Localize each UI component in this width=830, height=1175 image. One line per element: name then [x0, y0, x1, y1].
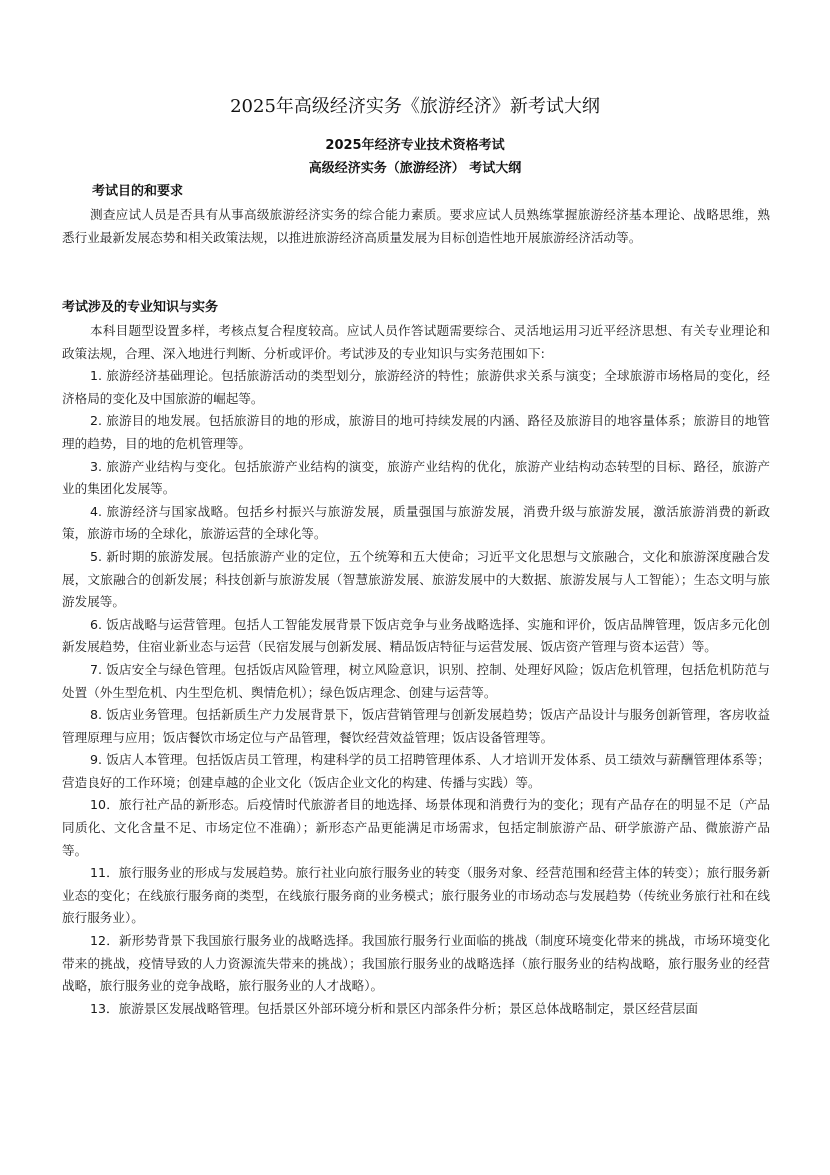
knowledge-intro-paragraph: 本科目题型设置多样，考核点复合程度较高。应试人员作答试题需要综合、灵活地运用习近平经济思想、有关专业理论和政策法规，合理、深入地进行判断、分析或评价。考试涉及的专业知识与实务范围如下: — [62, 323, 770, 361]
purpose-paragraph: 测查应试人员是否具有从事高级旅游经济实务的综合能力素质。要求应试人员熟练掌握旅游经济基本理论、战略思维，熟悉行业最新发展态势和相关政策法规，以推进旅游经济高质量发展为目标创造性地开展旅游经济活动等。 — [62, 207, 770, 245]
exam-name: 2025年经济专业技术资格考试 — [325, 138, 505, 153]
section-heading-purpose: 考试目的和要求 — [92, 184, 184, 199]
list-item: 9. 饭店人本管理。包括饭店员工管理，构建科学的员工招聘管理体系、人才培训开发体系、员工绩效与薪酬管理体系等；营造良好的工作环境；创建卓越的企业文化（饭店企业文化的构建、传播与实践）等。 — [62, 752, 770, 790]
list-item: 2. 旅游目的地发展。包括旅游目的地的形成，旅游目的地可持续发展的内涵、路径及旅游目的地容量体系；旅游目的地管理的趋势，目的地的危机管理等。 — [62, 413, 770, 451]
list-item: 7. 饭店安全与绿色管理。包括饭店风险管理，树立风险意识，识别、控制、处理好风险；饭店危机管理，包括危机防范与处置（外生型危机、内生型危机、舆情危机）；绿色饭店理念、创建与运营等。 — [62, 661, 770, 700]
list-item: 5. 新时期的旅游发展。包括旅游产业的定位，五个统筹和五大使命；习近平文化思想与文旅融合，文化和旅游深度融合发展，文旅融合的创新发展；科技创新与旅游发展（智慧旅游发展、旅游发展中的大数据、旅游发展与人工智能）；生态文明与旅游发展等。 — [62, 548, 770, 610]
list-item: 13．旅游景区发展战略管理。包括景区外部环境分析和景区内部条件分析；景区总体战略制定，景区经营层面 — [90, 1000, 698, 1016]
section-heading-knowledge: 考试涉及的专业知识与实务 — [62, 300, 219, 315]
list-item: 4. 旅游经济与国家战略。包括乡村振兴与旅游发展，质量强国与旅游发展，消费升级与旅游发展，激活旅游消费的新政策，旅游市场的全球化，旅游运营的全球化等。 — [62, 503, 770, 542]
list-item: 10．旅行社产品的新形态。后疫情时代旅游者目的地选择、场景体现和消费行为的变化；现有产品存在的明显不足（产品同质化、文化含量不足、市场定位不准确）；新形态产品更能满足市场需求，包括定制旅游产品、研学旅游产品、微旅游产品等。 — [62, 797, 770, 858]
document-title: 2025年高级经济实务《旅游经济》新考试大纲 — [230, 96, 600, 117]
list-item: 1. 旅游经济基础理论。包括旅游活动的类型划分，旅游经济的特性；旅游供求关系与演变；全球旅游市场格局的变化，经济格局的变化及中国旅游的崛起等。 — [62, 368, 770, 406]
list-item: 3. 旅游产业结构与变化。包括旅游产业结构的演变，旅游产业结构的优化，旅游产业结构动态转型的目标、路径，旅游产业的集团化发展等。 — [62, 458, 770, 497]
list-item: 11．旅行服务业的形成与发展趋势。旅行社业向旅行服务业的转变（服务对象、经营范围和经营主体的转变）；旅行服务新业态的变化；在线旅行服务商的类型，在线旅行服务商的业务模式；旅行服务业的市场动态与发展趋势（传统业务旅行社和在线旅行服务业）。 — [62, 865, 770, 926]
syllabus-name: 高级经济实务（旅游经济） 考试大纲 — [308, 161, 522, 176]
section-purpose-body — [62, 204, 770, 249]
list-item: 12．新形势背景下我国旅行服务业的战略选择。我国旅行服务行业面临的挑战（制度环境变化带来的挑战，市场环境变化带来的挑战，疫情导致的人力资源流失带来的挑战）；我国旅行服务业的战略选择（旅行服务业的结构战略，旅行服务业的经营战略，旅行服务业的竞争战略，旅行服务业的人才战略）。 — [62, 933, 770, 994]
knowledge-list — [62, 320, 770, 1020]
list-item: 6. 饭店战略与运营管理。包括人工智能发展背景下饭店竞争与业务战略选择、实施和评价，饭店品牌管理，饭店多元化创新发展趋势，住宿业新业态与运营（民宿发展与创新发展、精品饭店特征与运营发展、饭店资产管理与资本运营）等。 — [62, 616, 770, 655]
list-item: 8. 饭店业务管理。包括新质生产力发展背景下，饭店营销管理与创新发展趋势；饭店产品设计与服务创新管理，客房收益管理原理与应用；饭店餐饮市场定位与产品管理，餐饮经营效益管理；饭店设备管理等。 — [62, 707, 770, 745]
